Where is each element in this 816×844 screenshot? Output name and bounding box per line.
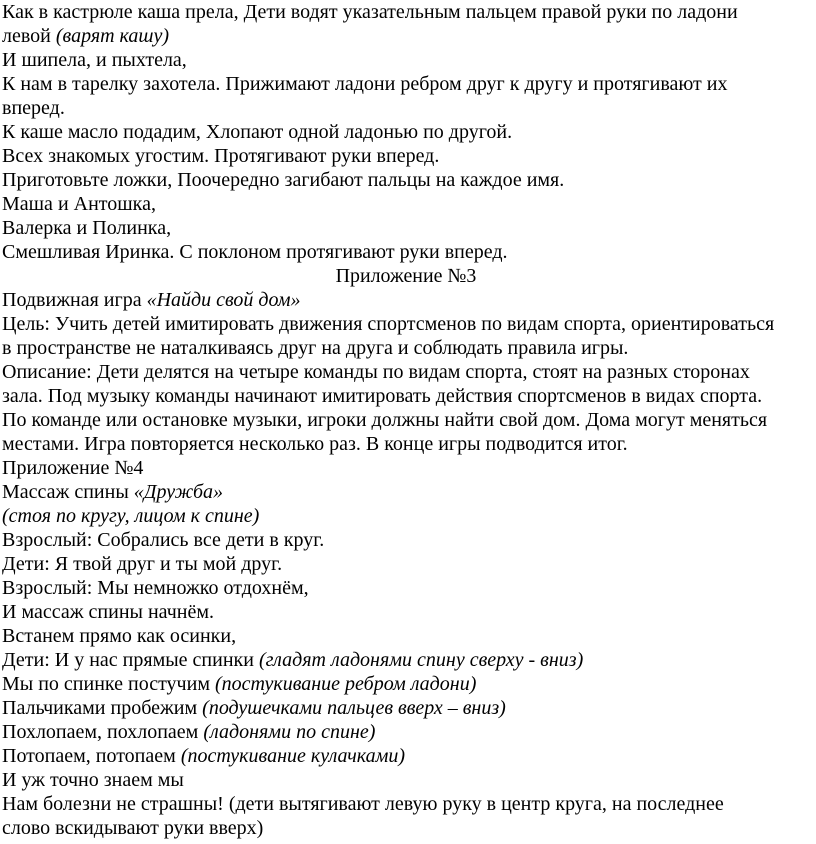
rhyme-line [2, 744, 405, 768]
poem-line [2, 240, 508, 264]
text: Потопаем, потопаем [2, 745, 181, 767]
text: Как в кастрюле каша прела, Дети водят указательным пальцем правой руки по ладони [2, 1, 738, 23]
rhyme-line [2, 672, 476, 696]
text: вперед. [2, 97, 65, 119]
text: Всех знакомых угостим. Протягивают руки вперед. [2, 145, 440, 167]
appendix3-heading [0, 264, 812, 288]
text: Встанем прямо как осинки, [2, 625, 237, 647]
rhyme-line [2, 576, 309, 600]
text: Массаж спины [2, 481, 134, 503]
rhyme-line [2, 816, 263, 840]
stage-direction: (гладят ладонями спину сверху - вниз) [258, 649, 584, 671]
poem-line [2, 216, 171, 240]
text: Нам болезни не страшны! (дети вытягивают левую руку в центр круга, на последнее [2, 793, 724, 815]
text: И уж точно знаем мы [2, 769, 184, 791]
text: в пространстве не наталкиваясь друг на друга и соблюдать правила игры. [2, 337, 629, 359]
text: местами. Игра повторяется несколько раз. В конце игры подводится итог. [2, 433, 628, 455]
rhyme-line [2, 600, 214, 624]
heading-text: Приложение №4 [2, 457, 144, 479]
rhyme-line [2, 792, 724, 816]
text: Пальчиками пробежим [2, 697, 203, 719]
stage-direction: (подушечками пальцев вверх – вниз) [202, 697, 506, 719]
text: Описание: Дети делятся на четыре команды по видам спорта, стоят на разных сторонах [2, 361, 750, 383]
stage-direction: (варят кашу) [55, 25, 170, 47]
text: левой [2, 25, 56, 47]
text: Взрослый: Мы немножко отдохнём, [2, 577, 309, 599]
poem-line [2, 168, 564, 192]
stage-direction: (постукивание кулачками) [180, 745, 406, 767]
description-line [2, 384, 762, 408]
text: Приготовьте ложки, Поочередно загибают пальцы на каждое имя. [2, 169, 565, 191]
description-line [2, 432, 628, 456]
text: Цель: Учить детей имитировать движения спортсменов по видам спорта, ориентироваться [2, 313, 775, 335]
text: Похлопаем, похлопаем [2, 721, 204, 743]
rhyme-line [2, 552, 282, 576]
poem-line [2, 0, 738, 24]
rhyme-line [2, 696, 506, 720]
poem-line [2, 72, 728, 96]
rhyme-line [2, 648, 583, 672]
massage-title-line [2, 480, 223, 504]
text: Дети: Я твой друг и ты мой друг. [2, 553, 283, 575]
text: (стоя по кругу, лицом к спине) [2, 505, 260, 527]
goal-line [2, 336, 628, 360]
text: Маша и Антошка, [2, 193, 156, 215]
goal-line [2, 312, 774, 336]
appendix4-heading [2, 456, 143, 480]
text: зала. Под музыку команды начинают имитировать действия спортсменов в видах спорта. [2, 385, 763, 407]
poem-line [2, 120, 512, 144]
text: К каше масло подадим, Хлопают одной ладонью по другой. [2, 121, 513, 143]
game-title: «Найди свой дом» [146, 289, 301, 311]
text: Смешливая Иринка. С поклоном протягивают руки вперед. [2, 241, 508, 263]
description-line [2, 408, 767, 432]
rhyme-line [2, 768, 184, 792]
text: Взрослый: Собрались все дети в круг. [2, 529, 325, 551]
rhyme-line [2, 624, 236, 648]
rhyme-line [2, 528, 324, 552]
position-note [2, 504, 259, 528]
text: И массаж спины начнём. [2, 601, 215, 623]
poem-line [2, 24, 169, 48]
text: Валерка и Полинка, [2, 217, 172, 239]
massage-title: «Дружба» [133, 481, 224, 503]
poem-line [2, 48, 187, 72]
text: слово вскидывают руки вверх) [2, 817, 264, 839]
text: Дети: И у нас прямые спинки [2, 649, 259, 671]
stage-direction: (постукивание ребром ладони) [214, 673, 477, 695]
description-line [2, 360, 750, 384]
rhyme-line [2, 720, 375, 744]
heading-text: Приложение №3 [335, 265, 477, 287]
text: И шипела, и пыхтела, [2, 49, 187, 71]
poem-line [2, 144, 439, 168]
poem-line [2, 192, 156, 216]
poem-line [2, 96, 65, 120]
text: К нам в тарелку захотела. Прижимают ладони ребром друг к другу и протягивают их [2, 73, 728, 95]
stage-direction: (ладонями по спине) [203, 721, 376, 743]
text: Мы по спинке постучим [2, 673, 215, 695]
game-title-line [2, 288, 301, 312]
text: Подвижная игра [2, 289, 147, 311]
text: По команде или остановке музыки, игроки должны найти свой дом. Дома могут меняться [2, 409, 768, 431]
